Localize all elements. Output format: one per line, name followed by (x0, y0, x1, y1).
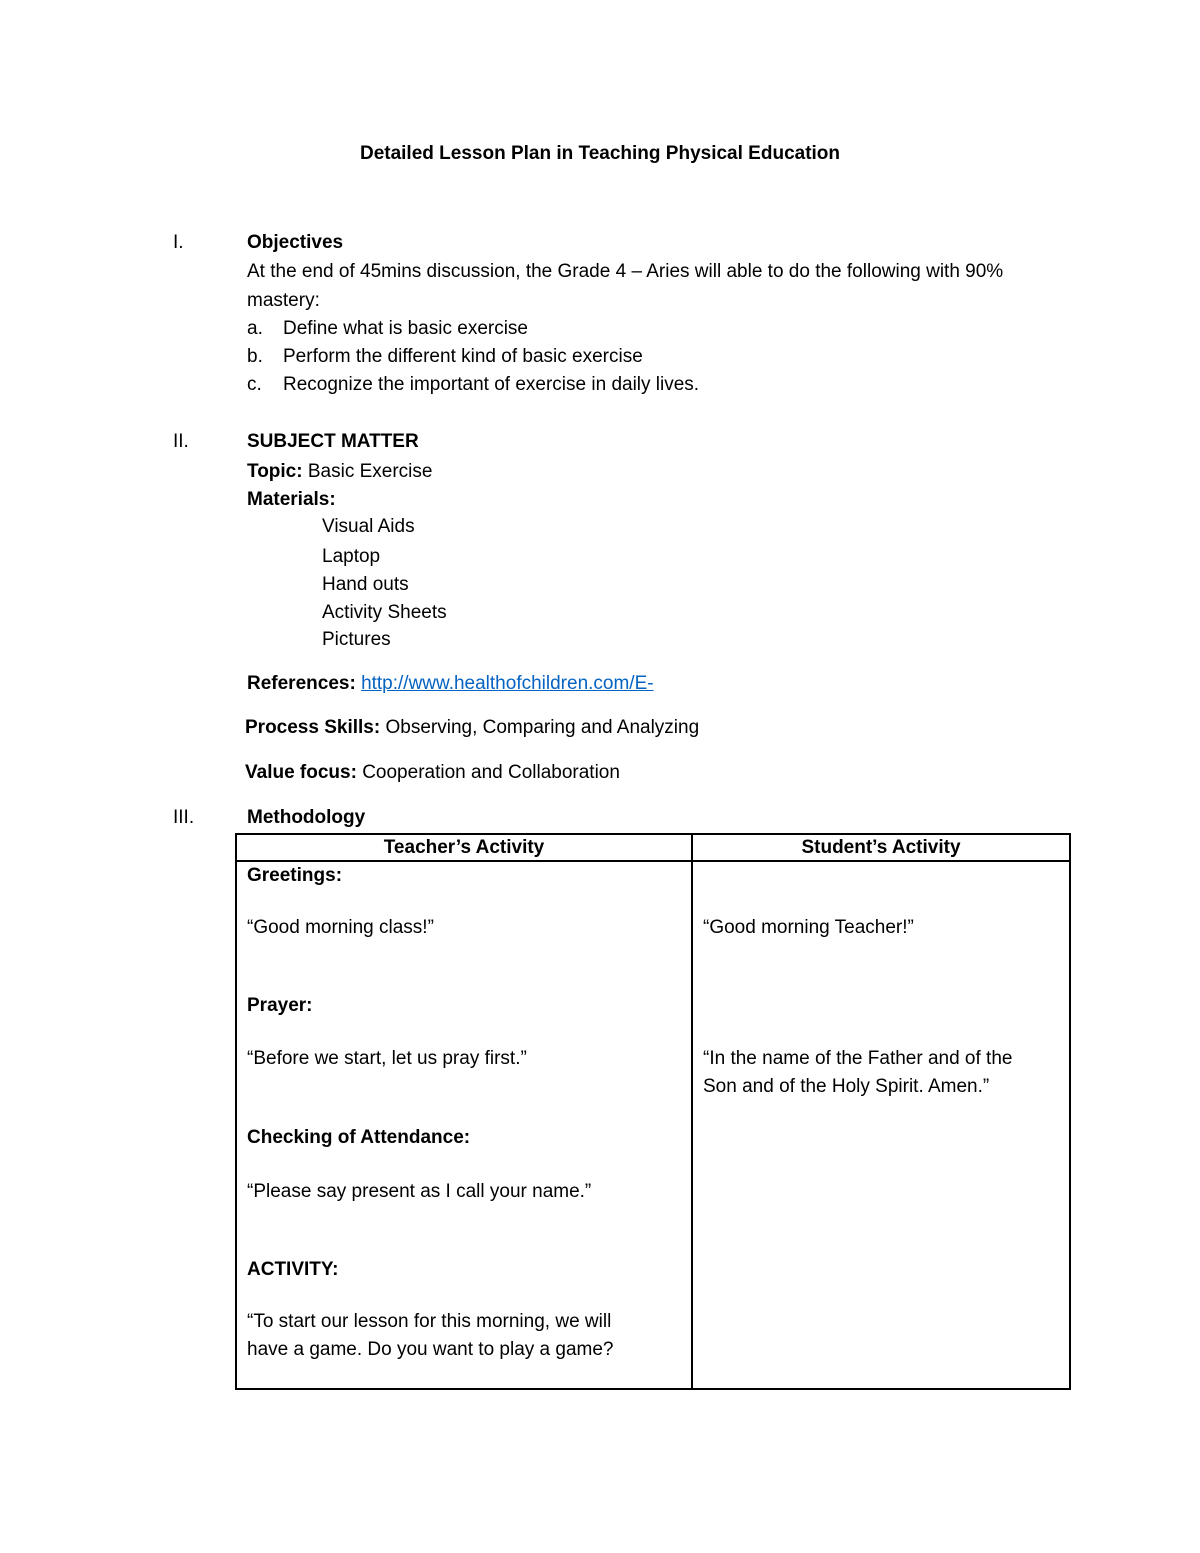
topic-value: Basic Exercise (302, 461, 433, 482)
section-2-numeral: II. (173, 431, 189, 452)
topic-label: Topic: (247, 461, 303, 482)
references-label: References: (247, 673, 356, 694)
table-header-rule (237, 860, 1069, 862)
greetings-student-text: “Good morning Teacher!” (703, 917, 914, 938)
references-line (247, 672, 654, 696)
process-skills-label: Process Skills: (245, 717, 381, 738)
objective-letter: b. (247, 346, 263, 367)
objective-item: Define what is basic exercise (283, 318, 528, 339)
objectives-intro-cont: mastery: (247, 290, 320, 311)
prayer-student-text-cont: Son and of the Holy Spirit. Amen.” (703, 1076, 990, 1097)
attendance-teacher-text: “Please say present as I call your name.” (247, 1181, 592, 1202)
attendance-label: Checking of Attendance: (247, 1127, 471, 1148)
teacher-activity-header: Teacher’s Activity (383, 837, 545, 858)
prayer-teacher-text: “Before we start, let us pray first.” (247, 1048, 527, 1069)
activity-teacher-text-cont: have a game. Do you want to play a game? (247, 1339, 614, 1360)
value-focus-line (245, 761, 620, 785)
material-item: Laptop (322, 546, 381, 567)
subject-matter-heading: SUBJECT MATTER (247, 431, 419, 452)
material-item: Activity Sheets (322, 602, 447, 623)
section-3-numeral: III. (173, 807, 195, 828)
greetings-teacher-text: “Good morning class!” (247, 917, 434, 938)
objectives-intro: At the end of 45mins discussion, the Grade 4 – Aries will able to do the following with 90% (247, 261, 1004, 282)
activity-label: ACTIVITY: (247, 1259, 339, 1280)
activity-teacher-text: “To start our lesson for this morning, we will (247, 1311, 612, 1332)
topic-line (247, 460, 432, 484)
objective-letter: a. (247, 318, 263, 339)
objective-item: Recognize the important of exercise in daily lives. (283, 374, 700, 395)
material-item: Pictures (322, 629, 391, 650)
value-focus-label: Value focus: (245, 762, 357, 783)
methodology-table (235, 833, 1071, 1390)
process-skills-value: Observing, Comparing and Analyzing (380, 717, 700, 738)
student-activity-header: Student’s Activity (801, 837, 961, 858)
prayer-student-text: “In the name of the Father and of the (703, 1048, 1013, 1069)
objective-letter: c. (247, 374, 262, 395)
process-skills-line (245, 716, 699, 740)
page-title: Detailed Lesson Plan in Teaching Physical Education (359, 143, 841, 164)
material-item: Visual Aids (322, 516, 415, 537)
objectives-heading: Objectives (247, 232, 344, 253)
table-column-divider (691, 835, 693, 1388)
references-link[interactable]: http://www.healthofchildren.com/E- (361, 673, 654, 694)
prayer-label: Prayer: (247, 995, 313, 1016)
methodology-heading: Methodology (247, 807, 366, 828)
value-focus-value: Cooperation and Collaboration (356, 762, 620, 783)
objective-item: Perform the different kind of basic exercise (283, 346, 643, 367)
materials-label: Materials: (247, 489, 336, 510)
greetings-label: Greetings: (247, 865, 343, 886)
section-1-numeral: I. (173, 232, 184, 253)
material-item: Hand outs (322, 574, 409, 595)
